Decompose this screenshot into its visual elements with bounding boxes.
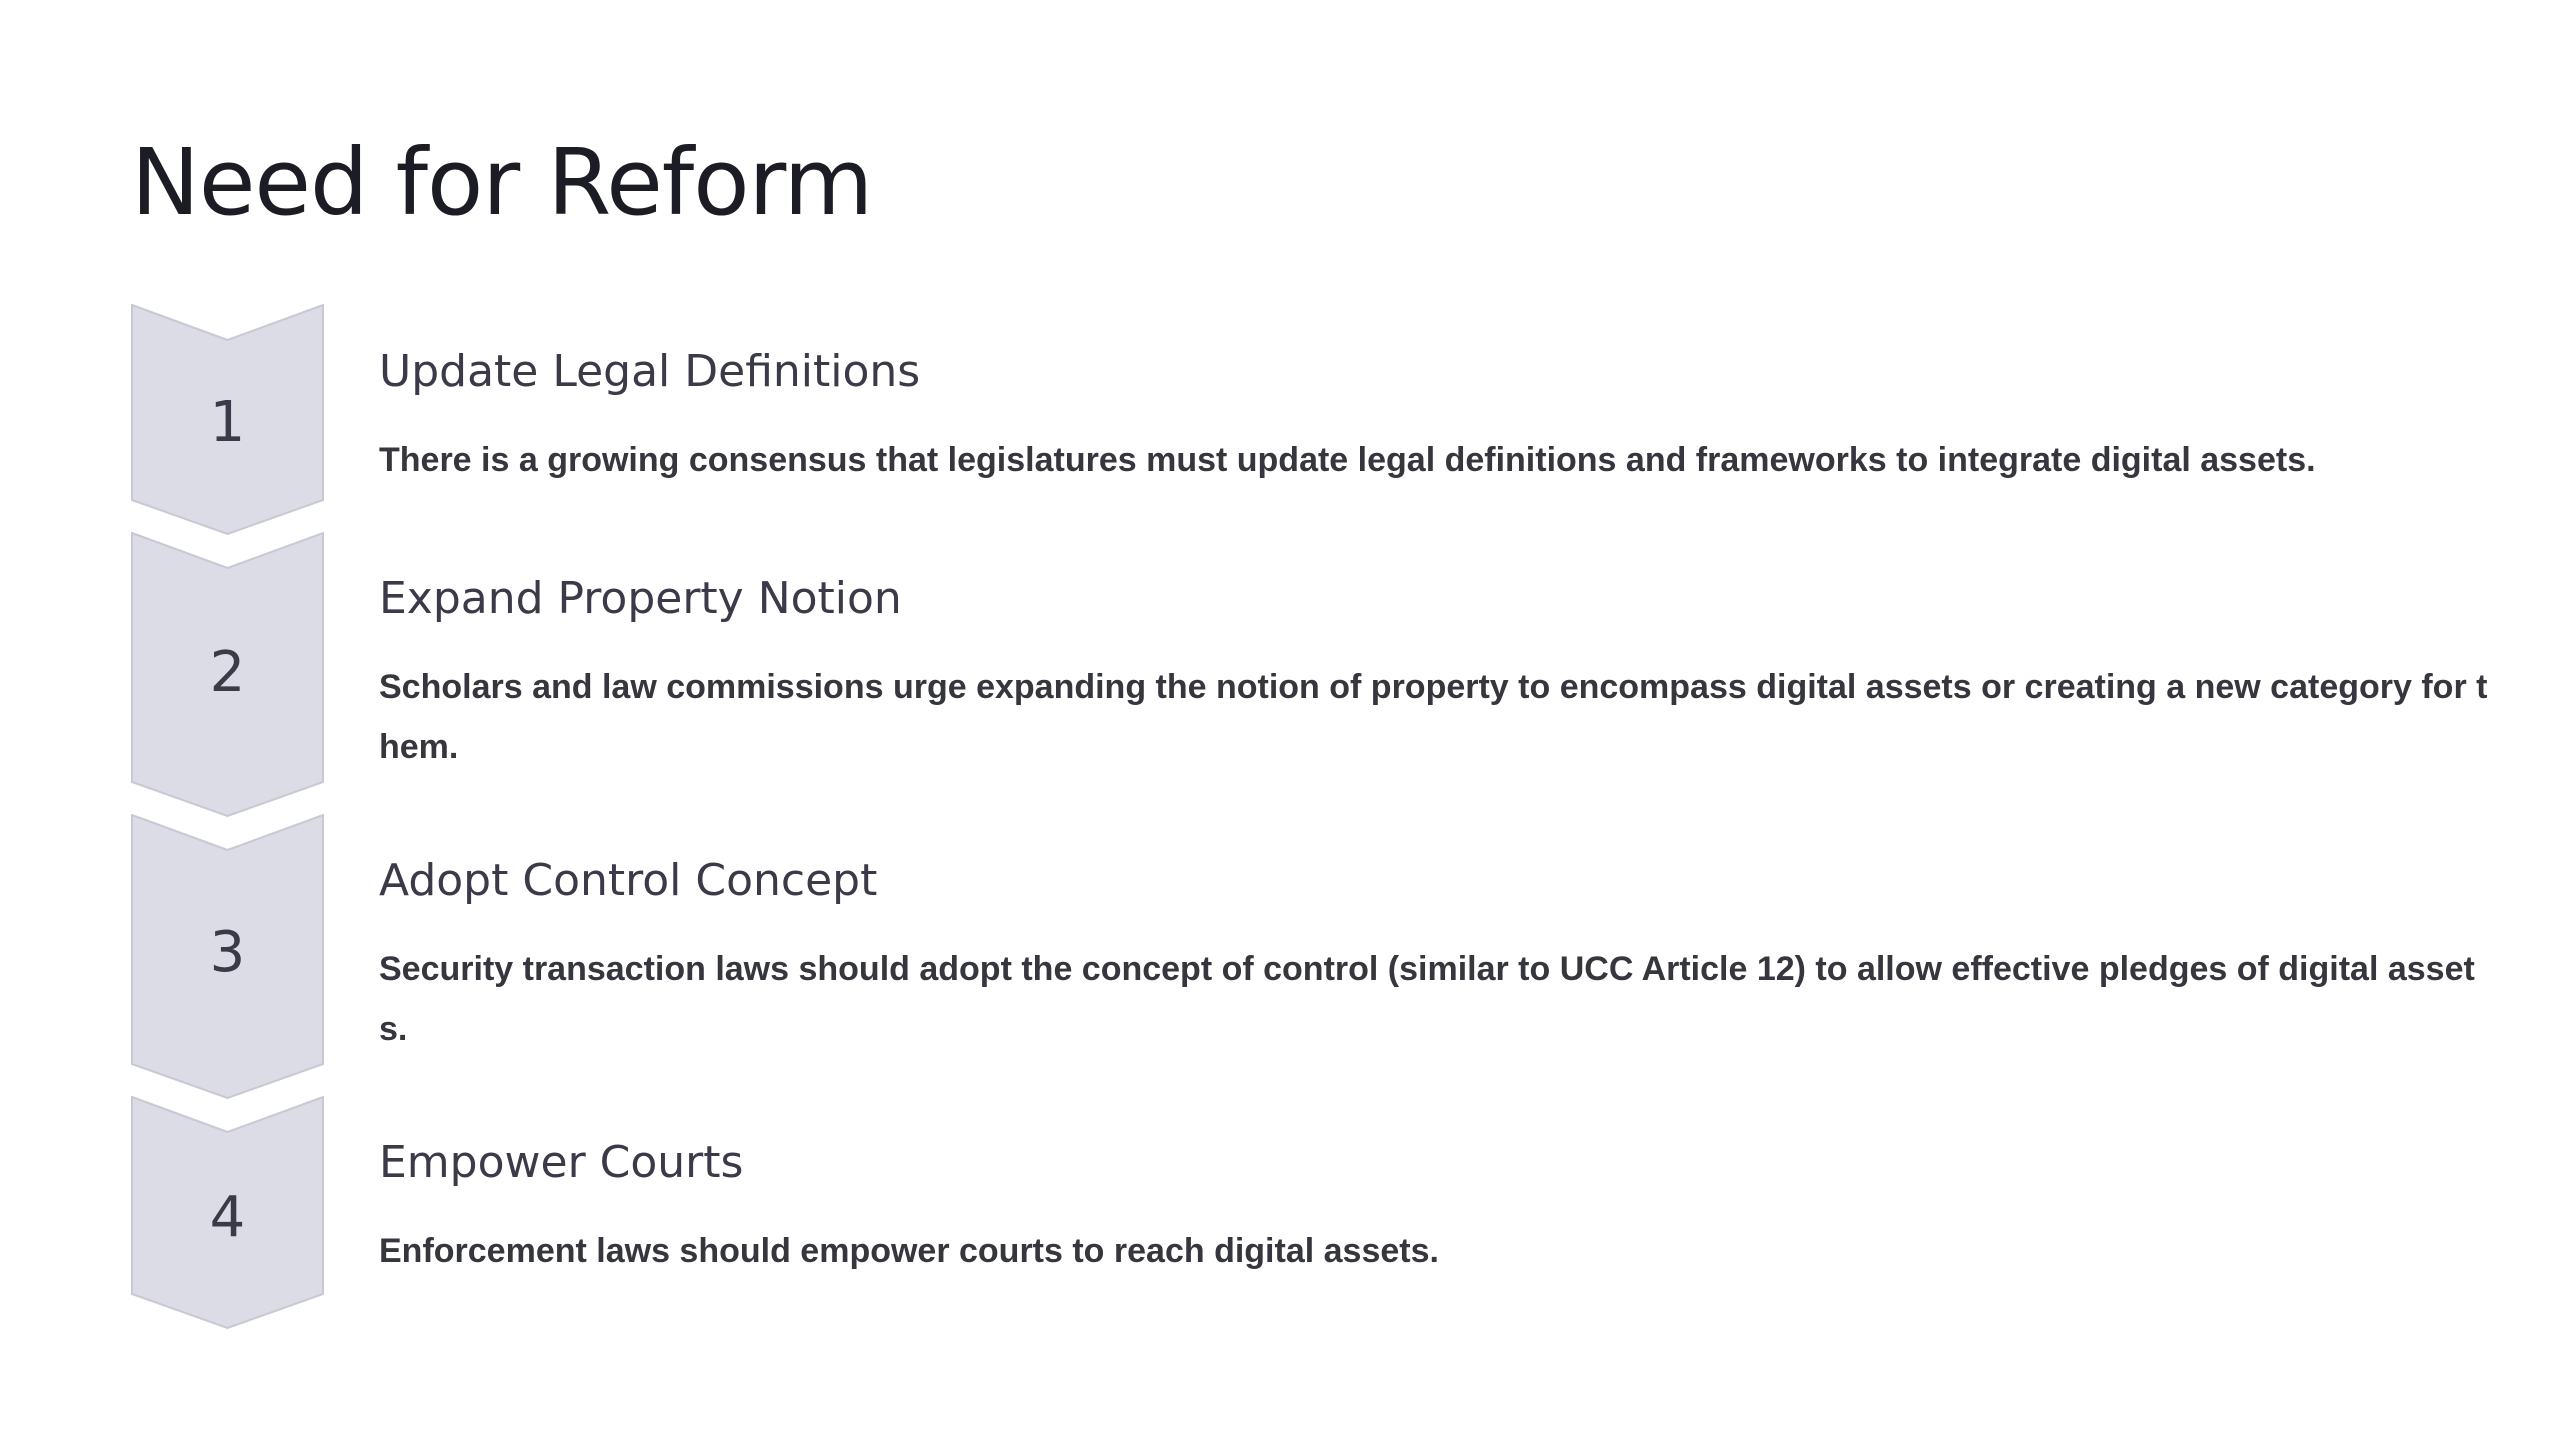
- step-2-description: Scholars and law commissions urge expanding the notion of property to encompass digital assets or creating a new category for them.: [379, 668, 2488, 766]
- step-4-number: 4: [209, 1185, 246, 1250]
- step-4-description: Enforcement laws should empower courts to reach digital assets.: [379, 1232, 1439, 1270]
- slide-title: Need for Reform: [131, 129, 873, 236]
- step-1-description: There is a growing consensus that legislatures must update legal definitions and frameworks to integrate digital assets.: [379, 441, 2316, 479]
- step-2-heading: Expand Property Notion: [379, 573, 902, 624]
- step-1-number: 1: [209, 390, 246, 455]
- step-3-number: 3: [209, 920, 246, 985]
- step-4-heading: Empower Courts: [379, 1137, 744, 1188]
- step-3-heading: Adopt Control Concept: [379, 855, 878, 906]
- step-2-number: 2: [209, 640, 246, 705]
- step-3-description: Security transaction laws should adopt the concept of control (similar to UCC Article 12) to allow effective pledges of digital assets.: [379, 950, 2475, 1048]
- step-1-heading: Update Legal Definitions: [379, 346, 921, 397]
